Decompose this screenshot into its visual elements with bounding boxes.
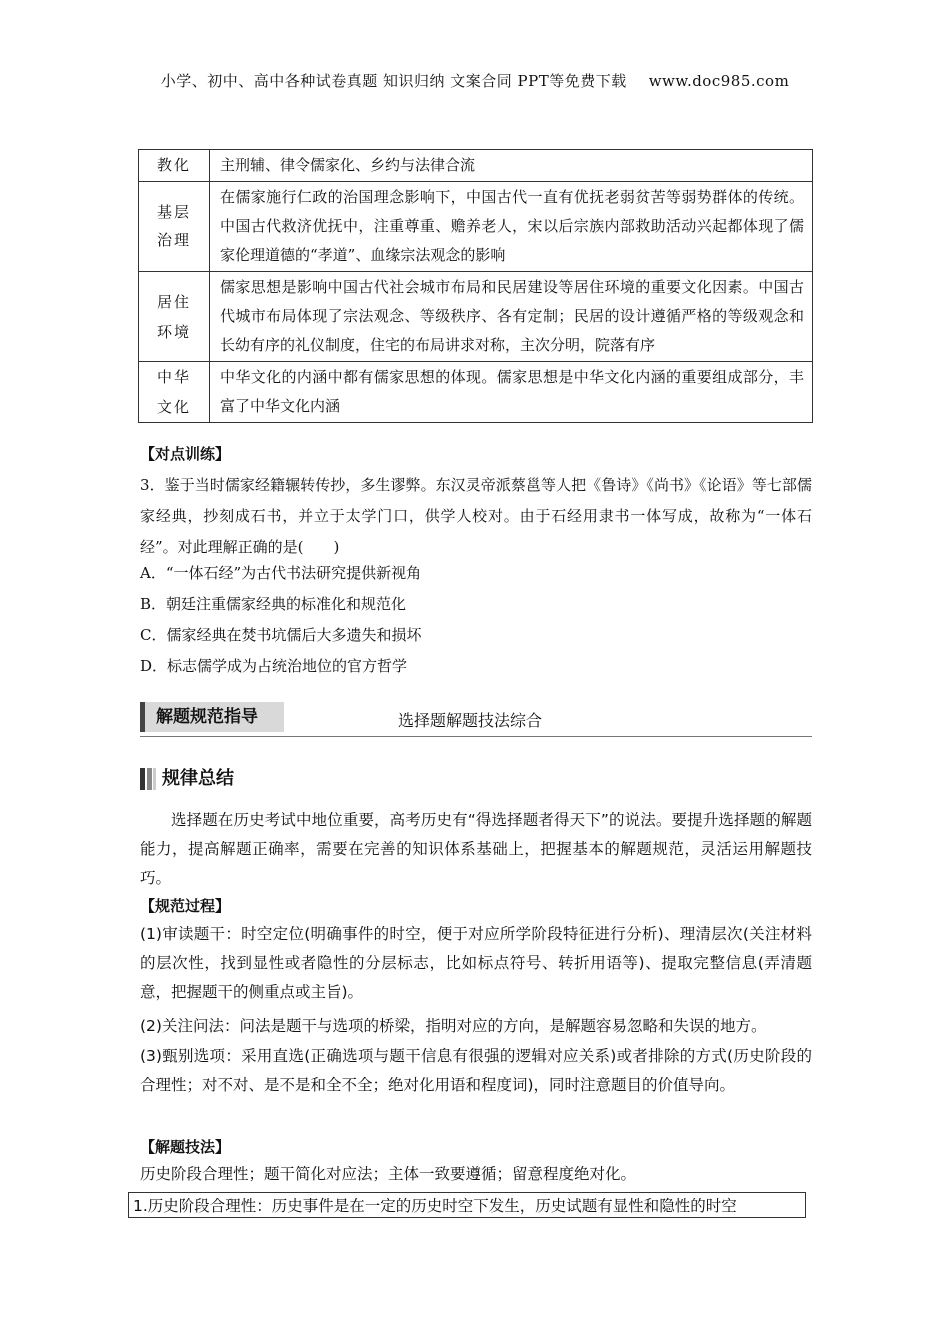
process-step-2: (2)关注问法：问法是题干与选项的桥梁，指明对应的方向，是解题容易忽略和失误的地方。 <box>140 1017 767 1035</box>
summary-heading: 规律总结 <box>140 764 234 790</box>
question-stem: 3．鉴于当时儒家经籍辗转传抄，多生谬弊。东汉灵帝派蔡邕等人把《鲁诗》《尚书》《论语》等七部儒家经典，抄刻成石书，并立于太学门口，供学人校对。由于石经用隶书一体写成，故称为“一体石经”。对此理解正确的是( ) <box>140 476 812 556</box>
table-row <box>139 272 813 362</box>
practice-heading: 【对点训练】 <box>140 445 231 463</box>
table-content: 中华文化的内涵中都有儒家思想的体现。儒家思想是中华文化内涵的重要组成部分，丰富了中华文化内涵 <box>210 362 813 423</box>
option-c[interactable]: C．儒家经典在焚书坑儒后大多遗失和损坏 <box>140 626 422 644</box>
option-d[interactable]: D．标志儒学成为占统治地位的官方哲学 <box>140 657 408 675</box>
table-row <box>139 150 813 182</box>
header-text: 小学、初中、高中各种试卷真题 知识归纳 文案合同 PPT等免费下载 <box>160 72 627 90</box>
table-content: 儒家思想是影响中国古代社会城市布局和民居建设等居住环境的重要文化因素。中国古代城市布局体现了宗法观念、等级秩序、各有定制；民居的设计遵循严格的等级观念和长幼有序的礼仪制度，住宅的布局讲求对称，主次分明，院落有序 <box>210 272 813 362</box>
methods-heading: 【解题技法】 <box>140 1138 231 1156</box>
section-tag: 解题规范指导 <box>140 702 284 732</box>
table-content: 主刑辅、律令儒家化、乡约与法律合流 <box>210 150 813 182</box>
section-bar <box>140 702 812 737</box>
summary-intro: 选择题在历史考试中地位重要，高考历史有“得选择题者得天下”的说法。要提升选择题的解题能力，提高解题正确率，需要在完善的知识体系基础上，把握基本的解题规范，灵活运用解题技巧。 <box>140 811 812 887</box>
table-category: 居住环境 <box>139 272 210 362</box>
method-1-box: 1.历史阶段合理性：历史事件是在一定的历史时空下发生，历史试题有显性和隐性的时空 <box>128 1192 806 1218</box>
header-url[interactable]: www.doc985.com <box>648 72 790 90</box>
table-category: 教化 <box>139 150 210 182</box>
confucian-influence-table <box>138 149 813 423</box>
table-category: 中华文化 <box>139 362 210 423</box>
table-row <box>139 362 813 423</box>
table-category: 基层治理 <box>139 182 210 272</box>
option-b[interactable]: B．朝廷注重儒家经典的标准化和规范化 <box>140 595 407 613</box>
methods-list: 历史阶段合理性；题干简化对应法；主体一致要遵循；留意程度绝对化。 <box>140 1165 637 1183</box>
process-heading: 【规范过程】 <box>140 897 231 915</box>
section-title: 选择题解题技法综合 <box>398 711 543 730</box>
heading-mark-icon <box>140 768 156 790</box>
process-step-3: (3)甄别选项：采用直选(正确选项与题干信息有很强的逻辑对应关系)或者排除的方式(历史阶段的合理性；对不对、是不是和全不全；绝对化用语和程度词)，同时注意题目的价值导向。 <box>140 1047 812 1094</box>
process-step-1: (1)审读题干：时空定位(明确事件的时空，便于对应所学阶段特征进行分析)、理清层次(关注材料的层次性，找到显性或者隐性的分层标志，比如标点符号、转折用语等)、提取完整信息(弄清题意，把握题干的侧重点或主旨)。 <box>140 925 812 1001</box>
table-row <box>139 182 813 272</box>
table-content: 在儒家施行仁政的治国理念影响下，中国古代一直有优抚老弱贫苦等弱势群体的传统。中国古代救济优抚中，注重尊重、赡养老人，宋以后宗族内部救助活动兴起都体现了儒家伦理道德的“孝道”、血缘宗法观念的影响 <box>210 182 813 272</box>
page-header <box>0 70 950 91</box>
option-a[interactable]: A．“一体石经”为古代书法研究提供新视角 <box>140 564 422 582</box>
